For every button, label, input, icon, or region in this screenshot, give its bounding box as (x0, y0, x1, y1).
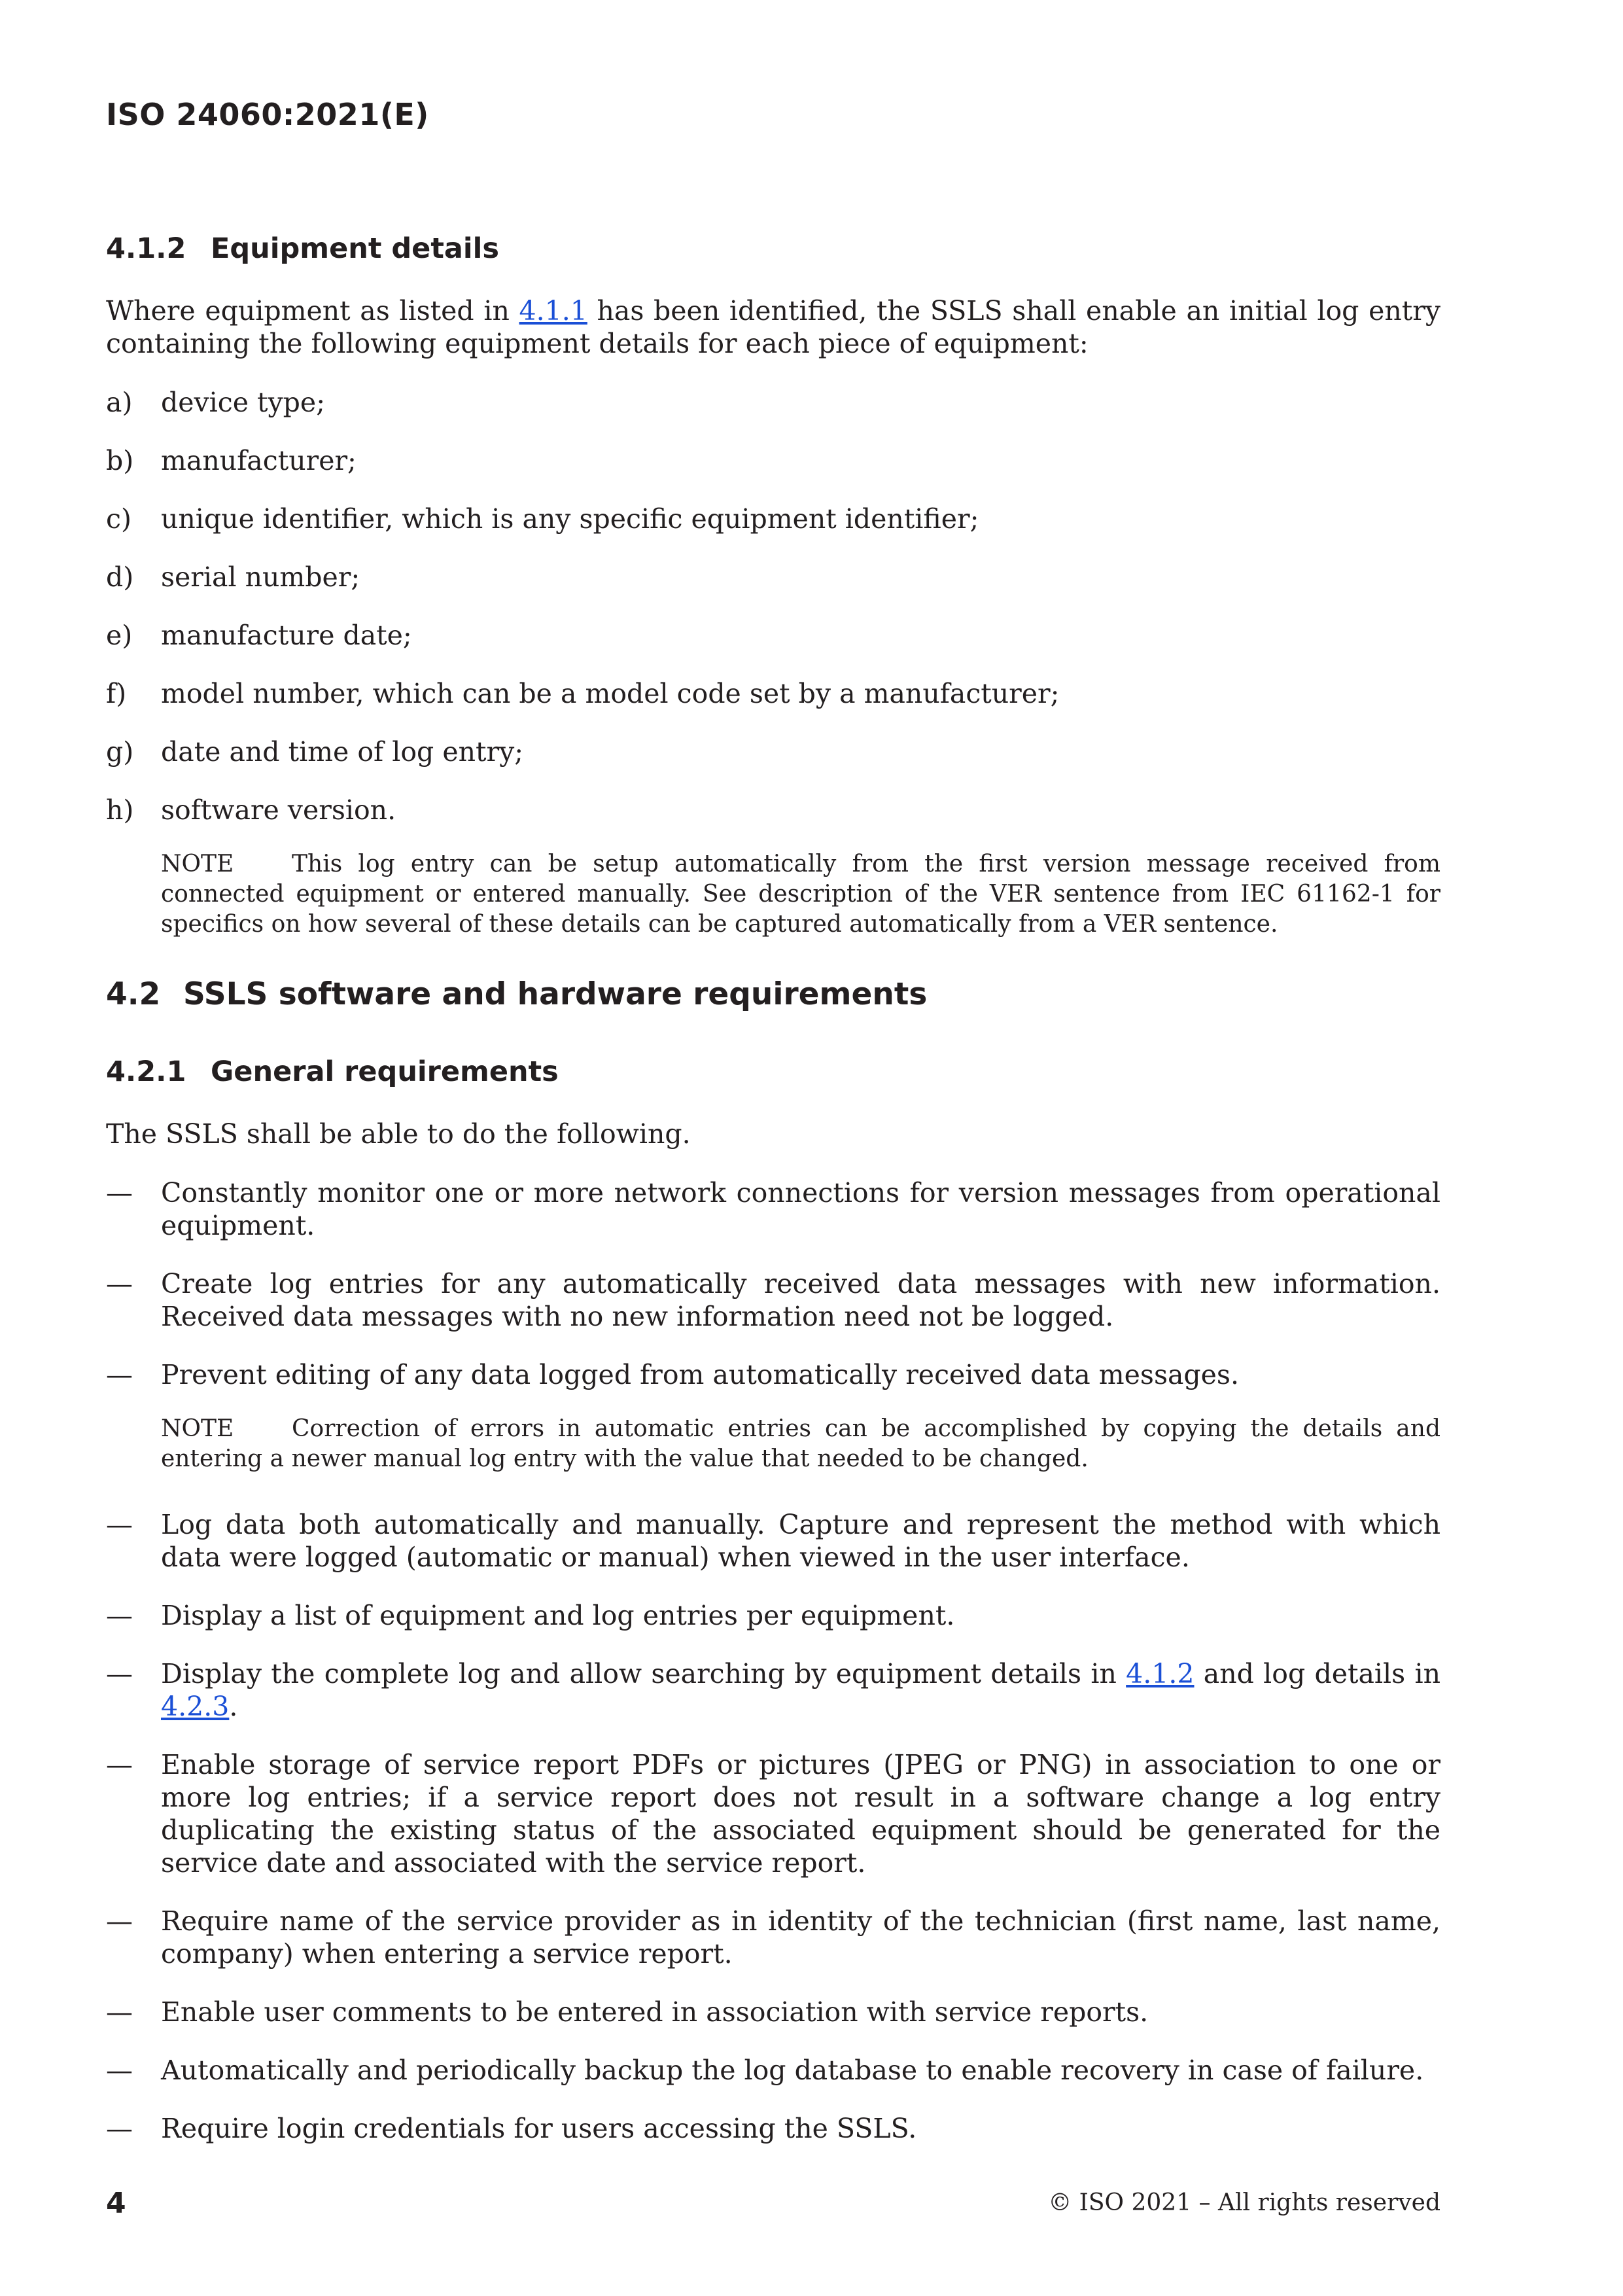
list-item-text: manufacture date; (161, 620, 412, 651)
dash-marker: — (106, 1177, 133, 1209)
text-fragment: and log details in (1194, 1658, 1440, 1689)
dash-marker: — (106, 1268, 133, 1299)
list-item (106, 1996, 1440, 2028)
list-item-text: Enable user comments to be entered in association with service reports. (161, 1996, 1149, 2028)
intro-text-continued: has been identified, the SSLS shall enable an initial log entry containing the following equipment details for each piece of equipment: (106, 295, 1440, 359)
section-number: 4.1.2 (106, 232, 186, 265)
section-number: 4.2 (106, 976, 161, 1012)
list-item (106, 1267, 1440, 1333)
dash-marker: — (106, 2113, 133, 2144)
dash-marker: — (106, 1600, 133, 1631)
section-heading-4-2 (106, 974, 1440, 1016)
note-block (161, 1414, 1440, 1474)
list-item (106, 1748, 1440, 1879)
list-item (106, 386, 1440, 419)
list-item (106, 444, 1440, 477)
list-item-text: Log data both automatically and manually. Capture and represent the method with which data were logged (automatic or manual) when viewed in the user interface. (161, 1509, 1440, 1573)
dash-marker: — (106, 1749, 133, 1780)
list-item-text: software version. (161, 794, 396, 826)
list-marker: a) (106, 387, 133, 418)
dash-marker: — (106, 1996, 133, 2028)
section-intro-paragraph: The SSLS shall be able to do the following. (106, 1118, 691, 1150)
note-label: NOTE (161, 1415, 234, 1442)
text-fragment: Display the complete log and allow searching by equipment details in (161, 1658, 1126, 1689)
list-item-text: manufacturer; (161, 445, 357, 476)
note-text: This log entry can be setup automatically from the first version message received from connected equipment or entered manually. See description of the VER sentence from IEC 61162-1 for specifics on how several of these details can be captured automatically from a VER sentence. (161, 851, 1440, 938)
list-item (106, 2112, 1440, 2145)
list-marker: g) (106, 736, 134, 768)
list-item-text: date and time of log entry; (161, 736, 524, 768)
list-item-text: Prevent editing of any data logged from automatically received data messages. (161, 1359, 1240, 1390)
requirements-list-continued (106, 1508, 1440, 2145)
list-marker: b) (106, 445, 134, 476)
list-item-text: device type; (161, 387, 326, 418)
dash-marker: — (106, 1509, 133, 1540)
list-item-text: Automatically and periodically backup the log database to enable recovery in case of failure. (161, 2055, 1424, 2086)
section-title: SSLS software and hardware requirements (183, 976, 928, 1012)
list-item-text: Constantly monitor one or more network connections for version messages from operational equipment. (161, 1177, 1440, 1241)
list-item-text: Require name of the service provider as in identity of the technician (first name, last name, company) when entering a service report. (161, 1905, 1440, 1969)
list-item (106, 1508, 1440, 1574)
equipment-details-list (106, 386, 1440, 826)
dash-marker: — (106, 1359, 133, 1390)
text-fragment: . (229, 1691, 238, 1722)
list-item (106, 1358, 1440, 1391)
list-item (106, 2054, 1440, 2087)
dash-marker: — (106, 1905, 133, 1937)
list-item-text: Require login credentials for users accessing the SSLS. (161, 2113, 917, 2144)
section-title: General requirements (211, 1055, 559, 1088)
section-heading-4-1-2 (106, 229, 1440, 268)
list-marker: e) (106, 620, 133, 651)
list-item (106, 794, 1440, 826)
list-item (106, 1176, 1440, 1242)
document-id-header: ISO 24060:2021(E) (106, 97, 429, 132)
list-marker: c) (106, 503, 131, 535)
list-item-text: unique identifier, which is any specific equipment identifier; (161, 503, 979, 535)
requirements-list (106, 1176, 1440, 1391)
list-marker: h) (106, 794, 134, 826)
list-marker: d) (106, 561, 134, 593)
note-block (161, 849, 1440, 940)
list-item (106, 1905, 1440, 1970)
list-item-text: serial number; (161, 561, 360, 593)
page-content (106, 229, 1440, 2170)
list-item (106, 735, 1440, 768)
section-number: 4.2.1 (106, 1055, 186, 1088)
page-number: 4 (106, 2187, 126, 2220)
section-title: Equipment details (211, 232, 499, 265)
note-label: NOTE (161, 851, 234, 877)
list-item-text: model number, which can be a model code set by a manufacturer; (161, 678, 1060, 709)
list-item (106, 619, 1440, 652)
dash-marker: — (106, 1658, 133, 1689)
list-item (106, 1599, 1440, 1632)
list-item (106, 561, 1440, 593)
xref-link-4-1-1[interactable]: 4.1.1 (519, 295, 587, 327)
list-item-text (161, 1658, 1440, 1722)
intro-text: Where equipment as listed in (106, 295, 519, 327)
dash-marker: — (106, 2055, 133, 2086)
copyright-notice: © ISO 2021 – All rights reserved (1048, 2189, 1440, 2216)
list-item (106, 503, 1440, 535)
xref-link-4-1-2[interactable]: 4.1.2 (1126, 1658, 1195, 1689)
list-item-text: Create log entries for any automatically received data messages with new information. Received data messages with no new information need not be logged. (161, 1268, 1440, 1332)
section-intro-paragraph (106, 294, 1440, 360)
list-item-text: Display a list of equipment and log entries per equipment. (161, 1600, 955, 1631)
section-heading-4-2-1 (106, 1052, 1440, 1091)
list-item-text: Enable storage of service report PDFs or pictures (JPEG or PNG) in association to one or more log entries; if a service report does not result in a software change a log entry duplicating the existing status of the associated equipment should be generated for the service date and associated with the service report. (161, 1749, 1440, 1879)
list-marker: f) (106, 678, 127, 709)
note-text: Correction of errors in automatic entries can be accomplished by copying the details and entering a newer manual log entry with the value that needed to be changed. (161, 1415, 1440, 1472)
xref-link-4-2-3[interactable]: 4.2.3 (161, 1691, 230, 1722)
list-item (106, 677, 1440, 710)
list-item (106, 1657, 1440, 1723)
